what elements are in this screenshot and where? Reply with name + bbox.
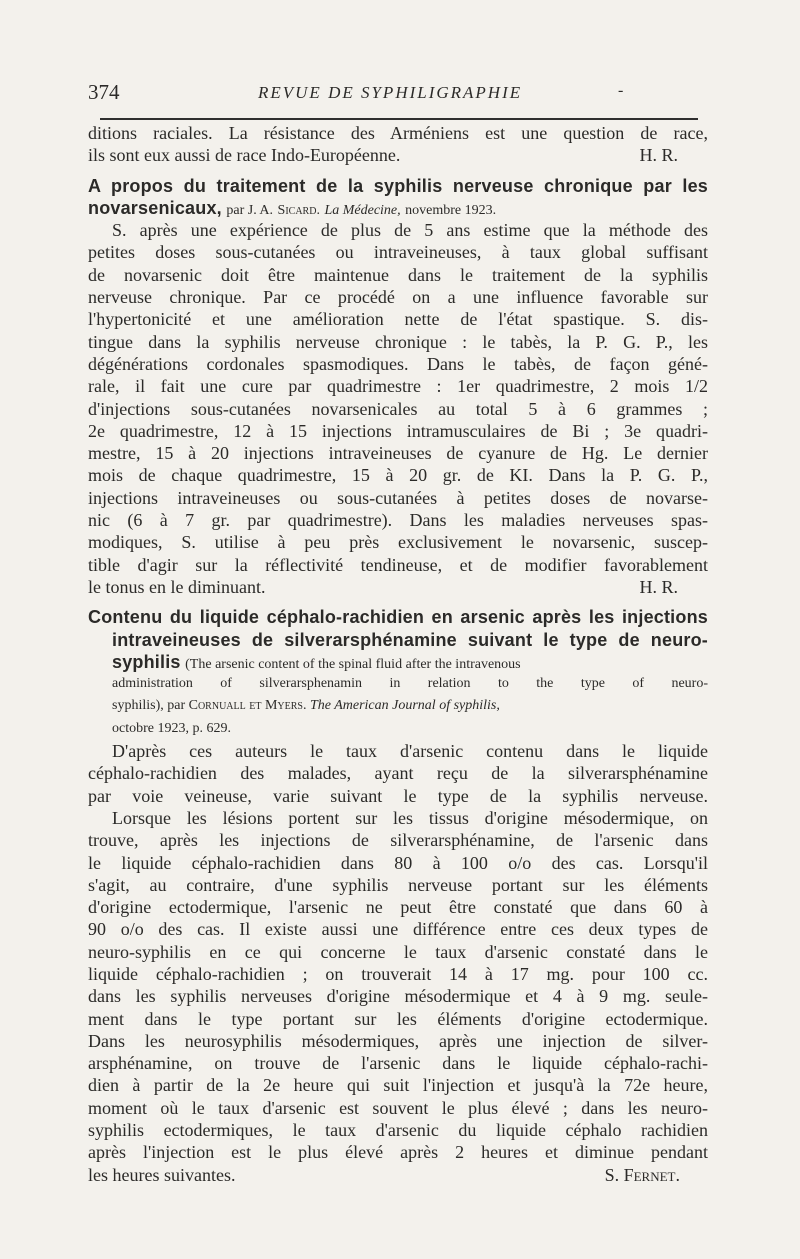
- citation-authors: Cornuall et Myers.: [188, 698, 307, 714]
- text-line: [88, 144, 708, 166]
- text-line: injections intraveineuses ou sous-cutanées à petites doses de novarse-: [88, 487, 708, 508]
- header-mark: -: [618, 82, 624, 99]
- citation-author: Sicard.: [277, 202, 320, 218]
- text-line: [88, 576, 708, 598]
- article-title: A propos du traitement de la syphilis nerveuse chronique par les: [88, 175, 708, 196]
- text-line: S. après une expérience de plus de 5 ans estime que la méthode des: [112, 220, 708, 241]
- text-line: dien à partir de la 2e heure qui suit l'injection et jusqu'à la 72e heure,: [88, 1075, 708, 1096]
- text-line: D'après ces auteurs le taux d'arsenic contenu dans le liquide: [112, 741, 708, 762]
- text-line-body: le tonus en le diminuant.: [88, 576, 266, 597]
- signature: H. R.: [639, 145, 678, 166]
- article-title-end: syphilis: [112, 651, 181, 672]
- text-line: d'origine ectodermique, l'arsenic ne peut être constaté que dans 60 à: [88, 897, 708, 918]
- text-line-body: les heures suivantes.: [88, 1164, 236, 1185]
- text-line: s'agit, au contraire, d'une syphilis nerveuse portant sur les éléments: [88, 874, 708, 895]
- citation-date: octobre 1923, p. 629.: [112, 720, 231, 736]
- text-line: après l'injection est le plus élevé après 2 heures et diminue pendant: [88, 1142, 708, 1163]
- article-citation: [88, 197, 708, 219]
- text-line: par voie veineuse, varie suivant le type de la syphilis nerveuse.: [88, 785, 708, 806]
- text-line: neuro-syphilis en ce qui concerne le taux d'arsenic constaté dans le: [88, 941, 708, 962]
- running-title: REVUE DE SYPHILIGRAPHIE: [258, 83, 523, 102]
- text-line: mestre, 15 à 20 injections intraveineuses de cyanure de Hg. Le dernier: [88, 443, 708, 464]
- article-title: Contenu du liquide céphalo-rachidien en arsenic après les injections: [88, 607, 708, 628]
- header-rule: [100, 118, 698, 120]
- text-line: tible d'agir sur la réflectivité tendineuse, et de modifier favorablement: [88, 554, 708, 575]
- article-title-line: [88, 651, 708, 673]
- text-line: nerveuse chronique. Par ce procédé on a une influence favorable sur: [88, 287, 708, 308]
- text-line: [88, 1164, 708, 1186]
- text-line: trouve, après les injections de silverarsphénamine, de l'arsenic dans: [88, 830, 708, 851]
- spacer: [88, 167, 708, 175]
- spacer: [88, 598, 708, 606]
- text-line: tingue dans la syphilis nerveuse chronique : le tabès, la P. G. P., les: [88, 331, 708, 352]
- english-title: administration of silverarsphenamin in relation to the type of neuro-: [112, 676, 708, 692]
- text-line: ditions raciales. La résistance des Arméniens est une question de race,: [88, 123, 708, 143]
- text-line: petites doses sous-cutanées ou intraveineuses, à taux global suffisant: [88, 242, 708, 263]
- text-column: [88, 122, 708, 1186]
- text-line: l'hypertonicité et une amélioration nette de l'état spastique. S. dis-: [88, 309, 708, 330]
- citation-by: par J. A.: [226, 202, 274, 218]
- article-title-end: novarsenicaux,: [88, 197, 222, 218]
- page-number: 374: [88, 80, 120, 104]
- text-line: dégénérations cordonales spasmodiques. Dans le tabès, de façon géné-: [88, 353, 708, 374]
- article-citation: [88, 695, 708, 717]
- citation-by: par: [167, 698, 186, 714]
- signature: S. Fernet.: [604, 1164, 680, 1185]
- text-line: rale, il fait une cure par quadrimestre : 1er quadrimestre, 2 mois 1/2: [88, 376, 708, 397]
- text-line: Dans les neurosyphilis mésodermiques, après une injection de silver-: [88, 1030, 708, 1051]
- text-line: céphalo-rachidien des malades, ayant reçu de la silverarsphénamine: [88, 763, 708, 784]
- text-line: 2e quadrimestre, 12 à 15 injections intramusculaires de Bi ; 3e quadri-: [88, 420, 708, 441]
- text-line: le liquide céphalo-rachidien dans 80 à 100 o/o des cas. Lorsqu'il: [88, 852, 708, 873]
- english-title: syphilis),: [112, 698, 164, 714]
- text-line: moment où le taux d'arsenic est souvent le plus élevé ; dans les neuro-: [88, 1097, 708, 1118]
- text-line: d'injections sous-cutanées novarsenicales au total 5 à 6 grammes ;: [88, 398, 708, 419]
- signature: H. R.: [639, 576, 678, 597]
- citation-journal: The American Journal of syphilis,: [309, 698, 500, 714]
- text-line: arsphénamine, on trouve de l'arsenic dans le liquide céphalo-rachi-: [88, 1053, 708, 1074]
- text-line: mois de chaque quadrimestre, 15 à 20 gr. de KI. Dans la P. G. P.,: [88, 465, 708, 486]
- text-line: liquide céphalo-rachidien ; on trouverait 14 à 17 mg. pour 100 cc.: [88, 963, 708, 984]
- text-line: dans les syphilis nerveuses d'origine mésodermique et 4 à 9 mg. seule-: [88, 986, 708, 1007]
- text-line: nic (6 à 7 gr. par quadrimestre). Dans les maladies nerveuses spas-: [88, 510, 708, 531]
- text-line: syphilis ectodermiques, le taux d'arsenic du liquide céphalo rachidien: [88, 1120, 708, 1141]
- citation-journal: La Médecine,: [324, 202, 401, 218]
- text-line: 90 o/o des cas. Il existe aussi une différence entre ces deux types de: [88, 919, 708, 940]
- text-line: Lorsque les lésions portent sur les tissus d'origine mésodermique, on: [112, 807, 708, 828]
- text-line: modiques, S. utilise à peu près exclusivement le novarsenic, suscep-: [88, 532, 708, 553]
- citation-date: novembre 1923.: [405, 202, 497, 218]
- text-line: de novarsenic doit être maintenue dans le traitement de la syphilis: [88, 264, 708, 285]
- text-line-body: ils sont eux aussi de race Indo-Européenne.: [88, 145, 401, 166]
- english-title: (The arsenic content of the spinal fluid after the intravenous: [185, 656, 521, 672]
- text-line: ment dans le type portant sur les éléments d'origine ectodermique.: [88, 1008, 708, 1029]
- article-title: intraveineuses de silverarsphénamine suivant le type de neuro-: [112, 629, 708, 650]
